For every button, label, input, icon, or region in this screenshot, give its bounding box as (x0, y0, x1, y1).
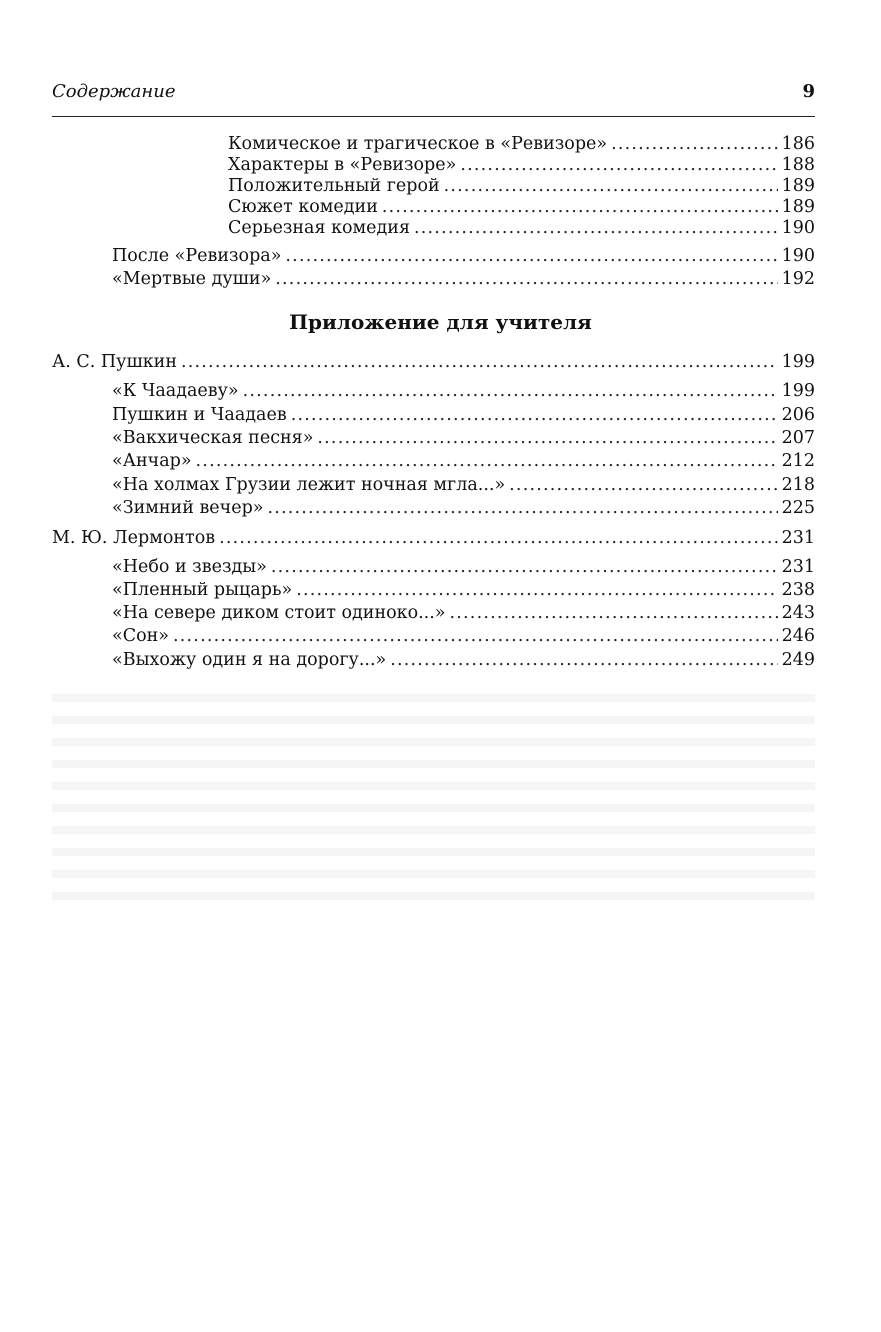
toc-entry-title: М. Ю. Лермонтов (52, 528, 216, 548)
leader-dots (181, 351, 778, 373)
toc-entry (112, 404, 815, 426)
toc-entry-title: А. С. Пушкин (52, 352, 177, 372)
toc-entry-title: Положительный герой (228, 176, 440, 196)
toc-entry (112, 602, 815, 624)
toc-entry-title: «Небо и звезды» (112, 557, 267, 577)
toc-entry-page: 199 (781, 381, 815, 401)
leader-dots (390, 649, 777, 671)
toc-entry-title: «К Чаадаеву» (112, 381, 239, 401)
toc-entry-page: 212 (781, 451, 815, 471)
toc-entry-page: 246 (781, 626, 815, 646)
appendix-heading: Приложение для учителя (289, 310, 592, 334)
leader-dots (219, 527, 777, 549)
toc-entry-page: 190 (781, 218, 815, 238)
leader-dots (267, 497, 777, 519)
toc-entry-page: 238 (781, 580, 815, 600)
toc-entry-title: Сюжет комедии (228, 197, 378, 217)
toc-entry-page: 206 (781, 405, 815, 425)
leader-dots (611, 133, 778, 155)
toc-entry-page: 199 (781, 352, 815, 372)
leader-dots (317, 427, 777, 449)
toc-entry-author (52, 527, 815, 549)
toc-entry-page: 192 (781, 269, 815, 289)
leader-dots (296, 579, 777, 601)
leader-dots (271, 556, 778, 578)
toc-entry (112, 427, 815, 449)
leader-dots (444, 175, 778, 197)
leader-dots (382, 196, 778, 218)
toc-entry (112, 450, 815, 472)
toc-entry (228, 133, 815, 155)
toc-entry-title: После «Ревизора» (112, 246, 282, 266)
leader-dots (291, 404, 778, 426)
toc-entry-page: 225 (781, 498, 815, 518)
leader-dots (285, 245, 777, 267)
toc-entry-title: «На севере диком стоит одиноко...» (112, 603, 446, 623)
toc-entry (228, 154, 815, 176)
header-rule (52, 116, 815, 117)
toc-entry-title: «Сон» (112, 626, 170, 646)
toc-entry-page: 189 (781, 176, 815, 196)
toc-entry (112, 268, 815, 290)
toc-entry (112, 245, 815, 267)
leader-dots (450, 602, 778, 624)
toc-entry (228, 217, 815, 239)
toc-entry-title: «Анчар» (112, 451, 192, 471)
toc-entry (112, 625, 815, 647)
toc-entry (112, 649, 815, 671)
toc-entry-page: 188 (781, 155, 815, 175)
leader-dots (460, 154, 777, 176)
toc-entry (228, 196, 815, 218)
toc-entry-title: «Мертвые души» (112, 269, 272, 289)
toc-entry-page: 231 (781, 557, 815, 577)
page-number: 9 (802, 81, 815, 102)
section-title: Содержание (52, 81, 176, 102)
toc-entry-title: «Зимний вечер» (112, 498, 264, 518)
toc-entry-title: Комическое и трагическое в «Ревизоре» (228, 134, 608, 154)
toc-entry-title: Характеры в «Ревизоре» (228, 155, 457, 175)
toc-entry-title: «Вакхическая песня» (112, 428, 314, 448)
toc-entry-author (52, 351, 815, 373)
leader-dots (414, 217, 778, 239)
toc-entry-page: 189 (781, 197, 815, 217)
toc-entry (112, 380, 815, 402)
toc-entry (112, 474, 815, 496)
toc-entry-title: Пушкин и Чаадаев (112, 405, 287, 425)
toc-entry-title: «Пленный рыцарь» (112, 580, 293, 600)
toc-entry (112, 556, 815, 578)
bleed-through (52, 680, 815, 900)
toc-entry (112, 497, 815, 519)
toc-entry-page: 218 (781, 475, 815, 495)
toc-entry-page: 231 (781, 528, 815, 548)
leader-dots (196, 450, 778, 472)
toc-entry-title: «Выхожу один я на дорогу...» (112, 650, 387, 670)
toc-entry-page: 186 (781, 134, 815, 154)
toc-entry-page: 190 (781, 246, 815, 266)
running-header (52, 76, 815, 102)
leader-dots (243, 380, 778, 402)
leader-dots (173, 625, 778, 647)
toc-entry-page: 243 (781, 603, 815, 623)
toc-entry-page: 207 (781, 428, 815, 448)
toc-entry-page: 249 (781, 650, 815, 670)
toc-entry (112, 579, 815, 601)
toc-entry (228, 175, 815, 197)
leader-dots (509, 474, 777, 496)
toc-entry-title: «На холмах Грузии лежит ночная мгла...» (112, 475, 506, 495)
toc-entry-title: Серьезная комедия (228, 218, 410, 238)
leader-dots (275, 268, 777, 290)
